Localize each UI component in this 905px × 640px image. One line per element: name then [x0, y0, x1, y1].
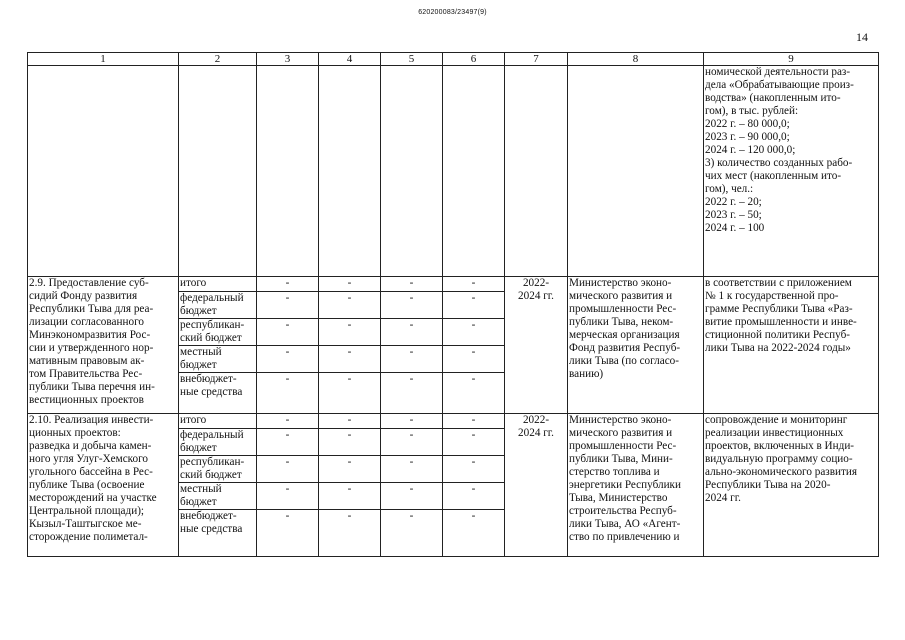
cell — [179, 66, 257, 277]
value-cell: - — [443, 456, 505, 483]
measure-name-2-10: 2.10. Реализация инвести- ционных проектов: разведка и добыча камен- ного угля Улуг-Хемского угольного бассейна в Рес- публике Тыва (освоение месторождений на участке Центральной площади); Кызыл-Таштыгское ме- сторождение полиметал- — [28, 414, 179, 557]
value-cell: - — [443, 292, 505, 319]
header-col-5: 5 — [381, 53, 443, 66]
measure-name-2-9: 2.9. Предоставление суб- сидий Фонду развития Республики Тыва для реа- лизации согласованного Минэкономразвития Рос- сии и утвержденного нор- мативным правовым ак- том Правительства Рес- публики Тыва перечня ин- вестиционных проектов — [28, 277, 179, 414]
value-cell: - — [319, 414, 381, 429]
value-cell: - — [319, 346, 381, 373]
period-2-10: 2022- 2024 гг. — [505, 414, 568, 557]
value-cell: - — [443, 483, 505, 510]
source-label: местный бюджет — [179, 483, 257, 510]
source-label: федеральный бюджет — [179, 292, 257, 319]
header-col-9: 9 — [704, 53, 879, 66]
value-cell: - — [381, 483, 443, 510]
value-cell: - — [443, 510, 505, 557]
executor-2-9: Министерство эконо- мического развития и промышленности Рес- публики Тыва, неком- мерческая организация Фонд развития Респуб- лики Тыва (по согласо- ванию) — [568, 277, 704, 414]
cell — [568, 66, 704, 277]
value-cell: - — [319, 456, 381, 483]
table-row — [28, 277, 879, 292]
period-2-9: 2022- 2024 гг. — [505, 277, 568, 414]
cell — [257, 66, 319, 277]
value-cell: - — [319, 510, 381, 557]
header-col-8: 8 — [568, 53, 704, 66]
value-cell: - — [319, 277, 381, 292]
value-cell: - — [257, 429, 319, 456]
source-label: республикан- ский бюджет — [179, 319, 257, 346]
header-col-2: 2 — [179, 53, 257, 66]
header-row — [28, 53, 879, 66]
result-2-10: сопровождение и мониторинг реализации инвестиционных проектов, включенных в Инди- видуальную программу социо- ально-экономического развития Республики Тыва на 2020- 2024 гг. — [704, 414, 879, 557]
result-2-9: в соответствии с приложением № 1 к государственной про- грамме Республики Тыва «Раз- витие промышленности и инве- стиционной политики Респуб- лики Тыва на 2022-2024 годы» — [704, 277, 879, 414]
source-label: республикан- ский бюджет — [179, 456, 257, 483]
value-cell: - — [319, 373, 381, 414]
header-col-1: 1 — [28, 53, 179, 66]
value-cell: - — [381, 346, 443, 373]
executor-2-10: Министерство эконо- мического развития и промышленности Рес- публики Тыва, Мини- стерство топлива и энергетики Республики Тыва, Министерство строительства Респуб- лики Тыва, АО «Агент- ство по привлечению и — [568, 414, 704, 557]
program-table — [27, 52, 879, 557]
value-cell: - — [443, 373, 505, 414]
value-cell: - — [381, 456, 443, 483]
value-cell: - — [381, 277, 443, 292]
value-cell: - — [381, 510, 443, 557]
source-label: федеральный бюджет — [179, 429, 257, 456]
cell — [319, 66, 381, 277]
value-cell: - — [257, 373, 319, 414]
value-cell: - — [381, 414, 443, 429]
value-cell: - — [443, 414, 505, 429]
value-cell: - — [381, 429, 443, 456]
value-cell: - — [319, 292, 381, 319]
value-cell: - — [257, 346, 319, 373]
indicators-cell: номической деятельности раз- дела «Обрабатывающие произ- водства» (накопленным ито- гом), в тыс. рублей: 2022 г. – 80 000,0; 2023 г. – 90 000,0; 2024 г. – 120 000,0; 3) количество созданных рабо- чих мест (накопленным ито- гом), чел.: 2022 г. – 20; 2023 г. – 50; 2024 г. – 100 — [704, 66, 879, 277]
value-cell: - — [443, 429, 505, 456]
value-cell: - — [319, 429, 381, 456]
header-col-7: 7 — [505, 53, 568, 66]
value-cell: - — [319, 483, 381, 510]
cell — [381, 66, 443, 277]
value-cell: - — [381, 292, 443, 319]
cell — [443, 66, 505, 277]
cell — [28, 66, 179, 277]
source-label: местный бюджет — [179, 346, 257, 373]
value-cell: - — [257, 456, 319, 483]
value-cell: - — [381, 373, 443, 414]
header-col-3: 3 — [257, 53, 319, 66]
header-col-6: 6 — [443, 53, 505, 66]
value-cell: - — [443, 346, 505, 373]
value-cell: - — [443, 319, 505, 346]
document-id: 620200083/23497(9) — [418, 9, 487, 16]
source-label: итого — [179, 277, 257, 292]
continuation-row — [28, 66, 879, 277]
value-cell: - — [257, 292, 319, 319]
table-row — [28, 414, 879, 429]
source-label: итого — [179, 414, 257, 429]
value-cell: - — [257, 319, 319, 346]
value-cell: - — [381, 319, 443, 346]
cell — [505, 66, 568, 277]
source-label: внебюджет- ные средства — [179, 510, 257, 557]
source-label: внебюджет- ные средства — [179, 373, 257, 414]
value-cell: - — [257, 277, 319, 292]
value-cell: - — [443, 277, 505, 292]
header-col-4: 4 — [319, 53, 381, 66]
page-number: 14 — [856, 30, 868, 44]
value-cell: - — [257, 510, 319, 557]
value-cell: - — [257, 483, 319, 510]
value-cell: - — [257, 414, 319, 429]
value-cell: - — [319, 319, 381, 346]
